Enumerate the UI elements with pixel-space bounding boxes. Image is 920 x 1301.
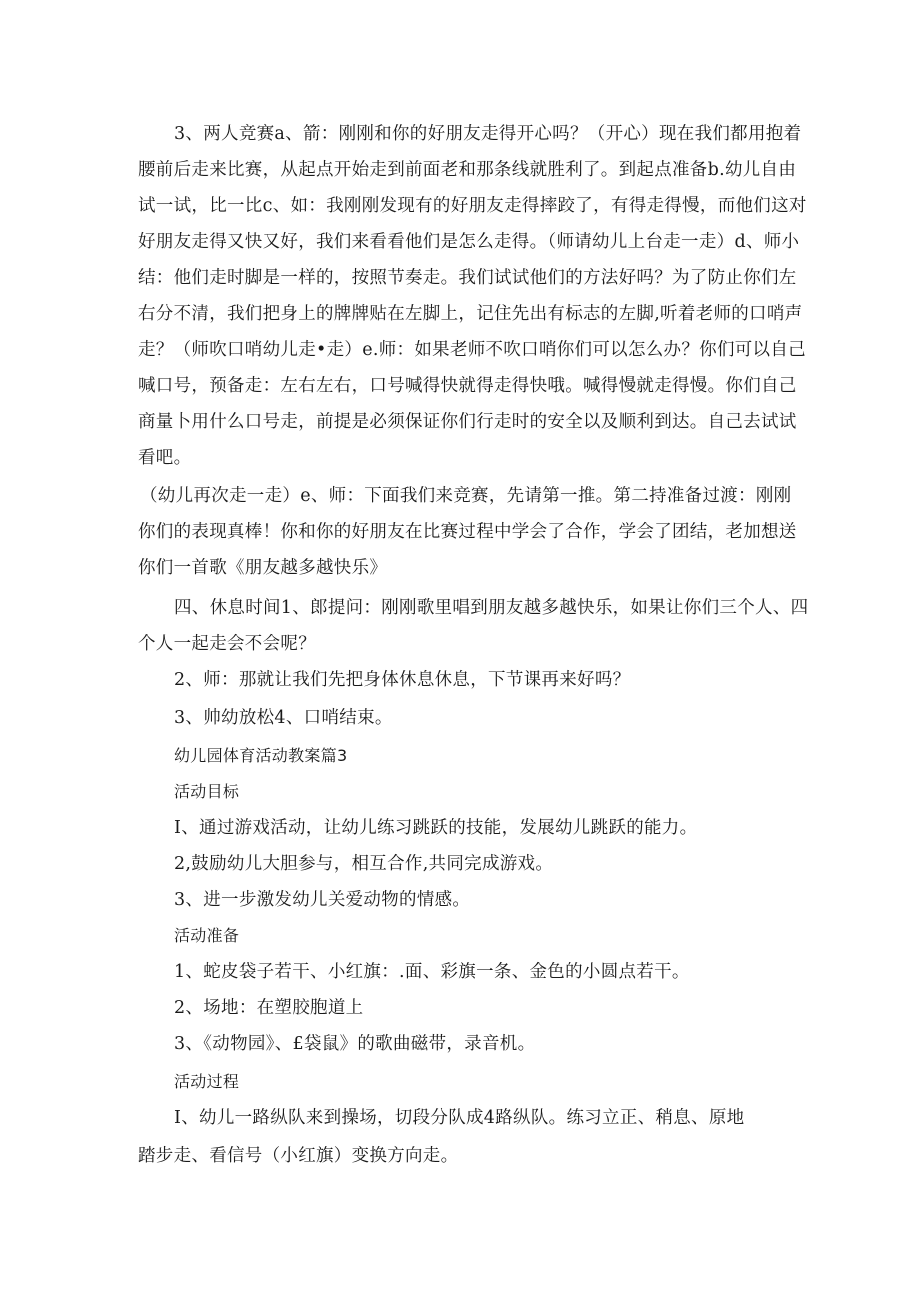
list-item: 2,鼓励幼儿大胆参与，相互合作,共同完成游戏。 <box>174 854 554 874</box>
text-line: 你们一首歌《朋友越多越快乐》 <box>138 558 388 578</box>
text-line: 看吧。 <box>138 448 192 468</box>
text-line: 3、帅幼放松4、口哨结束。 <box>174 708 393 728</box>
text-line: 试一试，比一比c、如：我刚刚发现有的好朋友走得摔跤了，有得走得慢，而他们这对 <box>138 196 807 216</box>
text-line: 走？（师吹口哨幼儿走•走）e.师：如果老师不吹口哨你们可以怎么办？你们可以自己 <box>138 340 806 360</box>
section-heading-process: 活动过程 <box>174 1072 240 1091</box>
text-line: 喊口号，预备走：左右左右，口号喊得快就得走得快哦。喊得慢就走得慢。你们自己 <box>138 376 797 396</box>
list-item: 2、场地：在塑胶胞道上 <box>174 998 364 1018</box>
text-line: 2、师：那就让我们先把身体休息休息，下节课再来好吗？ <box>174 670 631 690</box>
text-line: 好朋友走得又快又好，我们来看看他们是怎么走得。（师请幼儿上台走一走）d、师小 <box>138 232 800 252</box>
section-heading-goals: 活动目标 <box>174 782 240 801</box>
section-heading-preparation: 活动准备 <box>174 926 240 945</box>
lesson-title: 幼儿园体育活动教案篇3 <box>174 746 348 765</box>
section-heading-rest: 四、休息时间1、郎提问：刚刚歌里唱到朋友越多越快乐，如果让你们三个人、四 <box>174 598 809 618</box>
text-line: （幼儿再次走一走）e、师：下面我们来竞赛，先请第一推。第二持准备过渡：刚刚 <box>140 486 792 506</box>
text-line: 结：他们走时脚是一样的，按照节奏走。我们试试他们的方法好吗？为了防止你们左 <box>138 268 797 288</box>
text-line: 踏步走、看信号（小红旗）变换方向走。 <box>138 1146 459 1166</box>
text-line: 右分不清，我们把身上的牌牌贴在左脚上，记住先出有标志的左脚,听着老师的口哨声 <box>138 304 803 324</box>
list-item: 1、蛇皮袋子若干、小红旗：.面、彩旗一条、金色的小圆点若干。 <box>174 962 690 982</box>
text-line: 3、两人竞赛a、箭：刚刚和你的好朋友走得开心吗？（开心）现在我们都用抱着 <box>174 124 802 144</box>
text-line: 商量卜用什么口号走，前提是必须保证你们行走时的安全以及顺利到达。自己去试试 <box>138 412 797 432</box>
text-line: 个人一起走会不会呢？ <box>138 634 316 654</box>
text-line: 你们的表现真棒！你和你的好朋友在比赛过程中学会了合作，学会了团结，老加想送 <box>138 522 797 542</box>
list-item: I、幼儿一路纵队来到操场，切段分队成4路纵队。练习立正、稍息、原地 <box>174 1108 745 1128</box>
text-line: 腰前后走来比赛，从起点开始走到前面老和那条线就胜利了。到起点准备b.幼儿自由 <box>138 160 797 180</box>
list-item: 3、《动物园》、£袋鼠》的歌曲磁带，录音机。 <box>174 1034 536 1054</box>
list-item: I、通过游戏活动，让幼儿练习跳跃的技能，发展幼儿跳跃的能力。 <box>174 818 698 838</box>
list-item: 3、进一步激发幼儿关爱动物的情感。 <box>174 890 471 910</box>
